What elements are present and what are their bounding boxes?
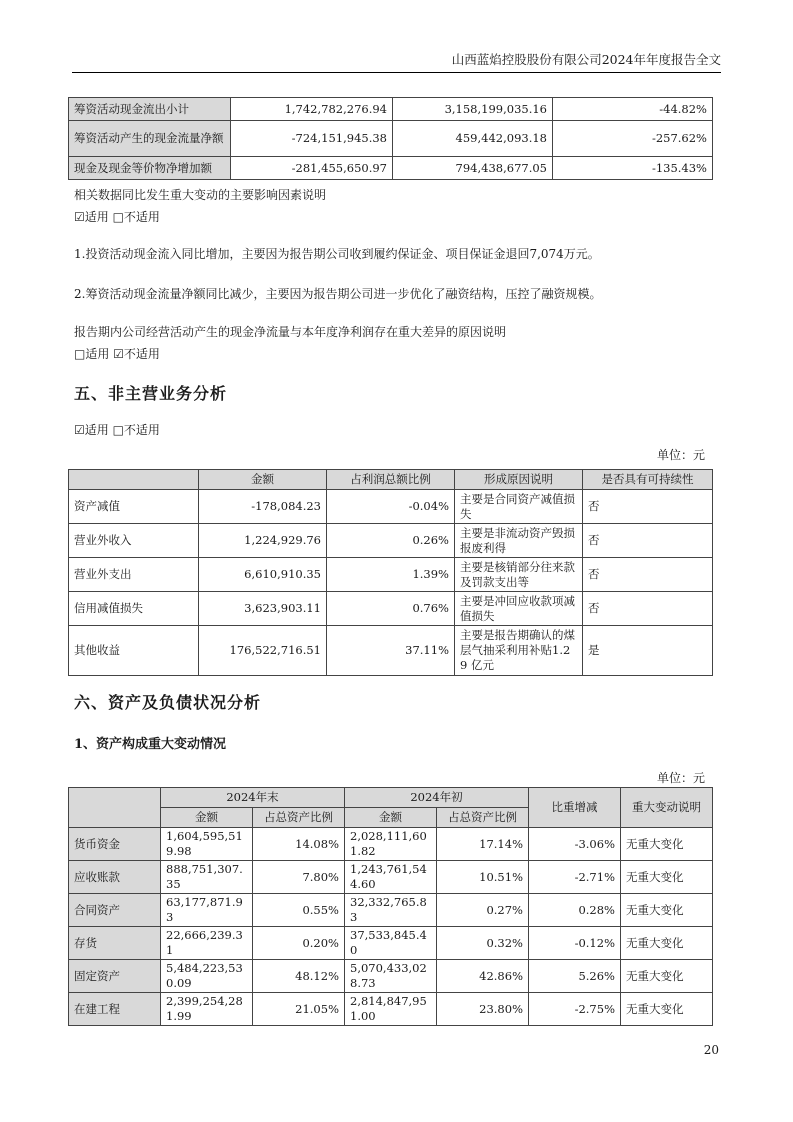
applicable-checkbox-2: □适用 ☑不适用: [74, 347, 160, 361]
asset-composition-table: [68, 787, 713, 1026]
table-row: 营业外支出 6,610,910.35 1.39% 主要是核销部分往来款及罚款支出等 否: [69, 558, 713, 592]
table-row: 信用减值损失 3,623,903.11 0.76% 主要是冲回应收款项减值损失 否: [69, 592, 713, 626]
cashflow-diff-title: 报告期内公司经营活动产生的现金净流量与本年度净利润存在重大差异的原因说明: [74, 325, 507, 339]
table-header-row: 金额 占总资产比例 金额 占总资产比例: [69, 808, 713, 828]
table-row: 货币资金 1,604,595,519.98 14.08% 2,028,111,601.82 17.14% -3.06% 无重大变化: [69, 828, 713, 861]
related-factors-title: 相关数据同比发生重大变动的主要影响因素说明: [74, 188, 327, 202]
subsection-title-asset-composition: 1、资产构成重大变动情况: [74, 737, 227, 752]
table-row: 现金及现金等价物净增加额 -281,455,650.97 794,438,677.05 -135.43%: [69, 157, 713, 180]
applicable-checkbox-3: ☑适用 □不适用: [74, 423, 160, 437]
table-row: 存货 22,666,239.31 0.20% 37,533,845.40 0.32% -0.12% 无重大变化: [69, 927, 713, 960]
note-item-2: 2.筹资活动现金流量净额同比减少，主要因为报告期公司进一步优化了融资结构，压控了融资规模。: [74, 287, 602, 301]
non-main-business-table: [68, 469, 713, 676]
table-row: 固定资产 5,484,223,530.09 48.12% 5,070,433,028.73 42.86% 5.26% 无重大变化: [69, 960, 713, 993]
table-row: 筹资活动现金流出小计 1,742,782,276.94 3,158,199,035.16 -44.82%: [69, 98, 713, 121]
report-header: 山西蓝焰控股股份有限公司2024年年度报告全文: [72, 50, 721, 73]
cashflow-table: [68, 97, 713, 180]
page-number: 20: [703, 1043, 719, 1057]
applicable-checkbox-1: ☑适用 □不适用: [74, 210, 160, 224]
unit-label: 单位：元: [656, 448, 705, 462]
table-row: 筹资活动产生的现金流量净额 -724,151,945.38 459,442,093.18 -257.62%: [69, 121, 713, 157]
table-row: 应收账款 888,751,307.35 7.80% 1,243,761,544.60 10.51% -2.71% 无重大变化: [69, 861, 713, 894]
note-item-1: 1.投资活动现金流入同比增加，主要因为报告期公司收到履约保证金、项目保证金退回7,074万元。: [74, 247, 600, 261]
section-title-non-main-business: 五、非主营业务分析: [74, 384, 228, 403]
table-row: 其他收益 176,522,716.51 37.11% 主要是报告期确认的煤层气抽采利用补贴1.29 亿元 是: [69, 626, 713, 676]
unit-label: 单位：元: [656, 771, 705, 785]
table-row: 营业外收入 1,224,929.76 0.26% 主要是非流动资产毁损报废利得 否: [69, 524, 713, 558]
table-row: 在建工程 2,399,254,281.99 21.05% 2,814,847,951.00 23.80% -2.75% 无重大变化: [69, 993, 713, 1026]
table-row: 资产减值 -178,084.23 -0.04% 主要是合同资产减值损失 否: [69, 490, 713, 524]
table-row: 合同资产 63,177,871.93 0.55% 32,332,765.83 0.27% 0.28% 无重大变化: [69, 894, 713, 927]
section-title-assets-liabilities: 六、资产及负债状况分析: [74, 693, 262, 712]
table-header-row: 金额 占利润总额比例 形成原因说明 是否具有可持续性: [69, 470, 713, 490]
table-header-row: 2024年末 2024年初 比重增减 重大变动说明: [69, 788, 713, 808]
